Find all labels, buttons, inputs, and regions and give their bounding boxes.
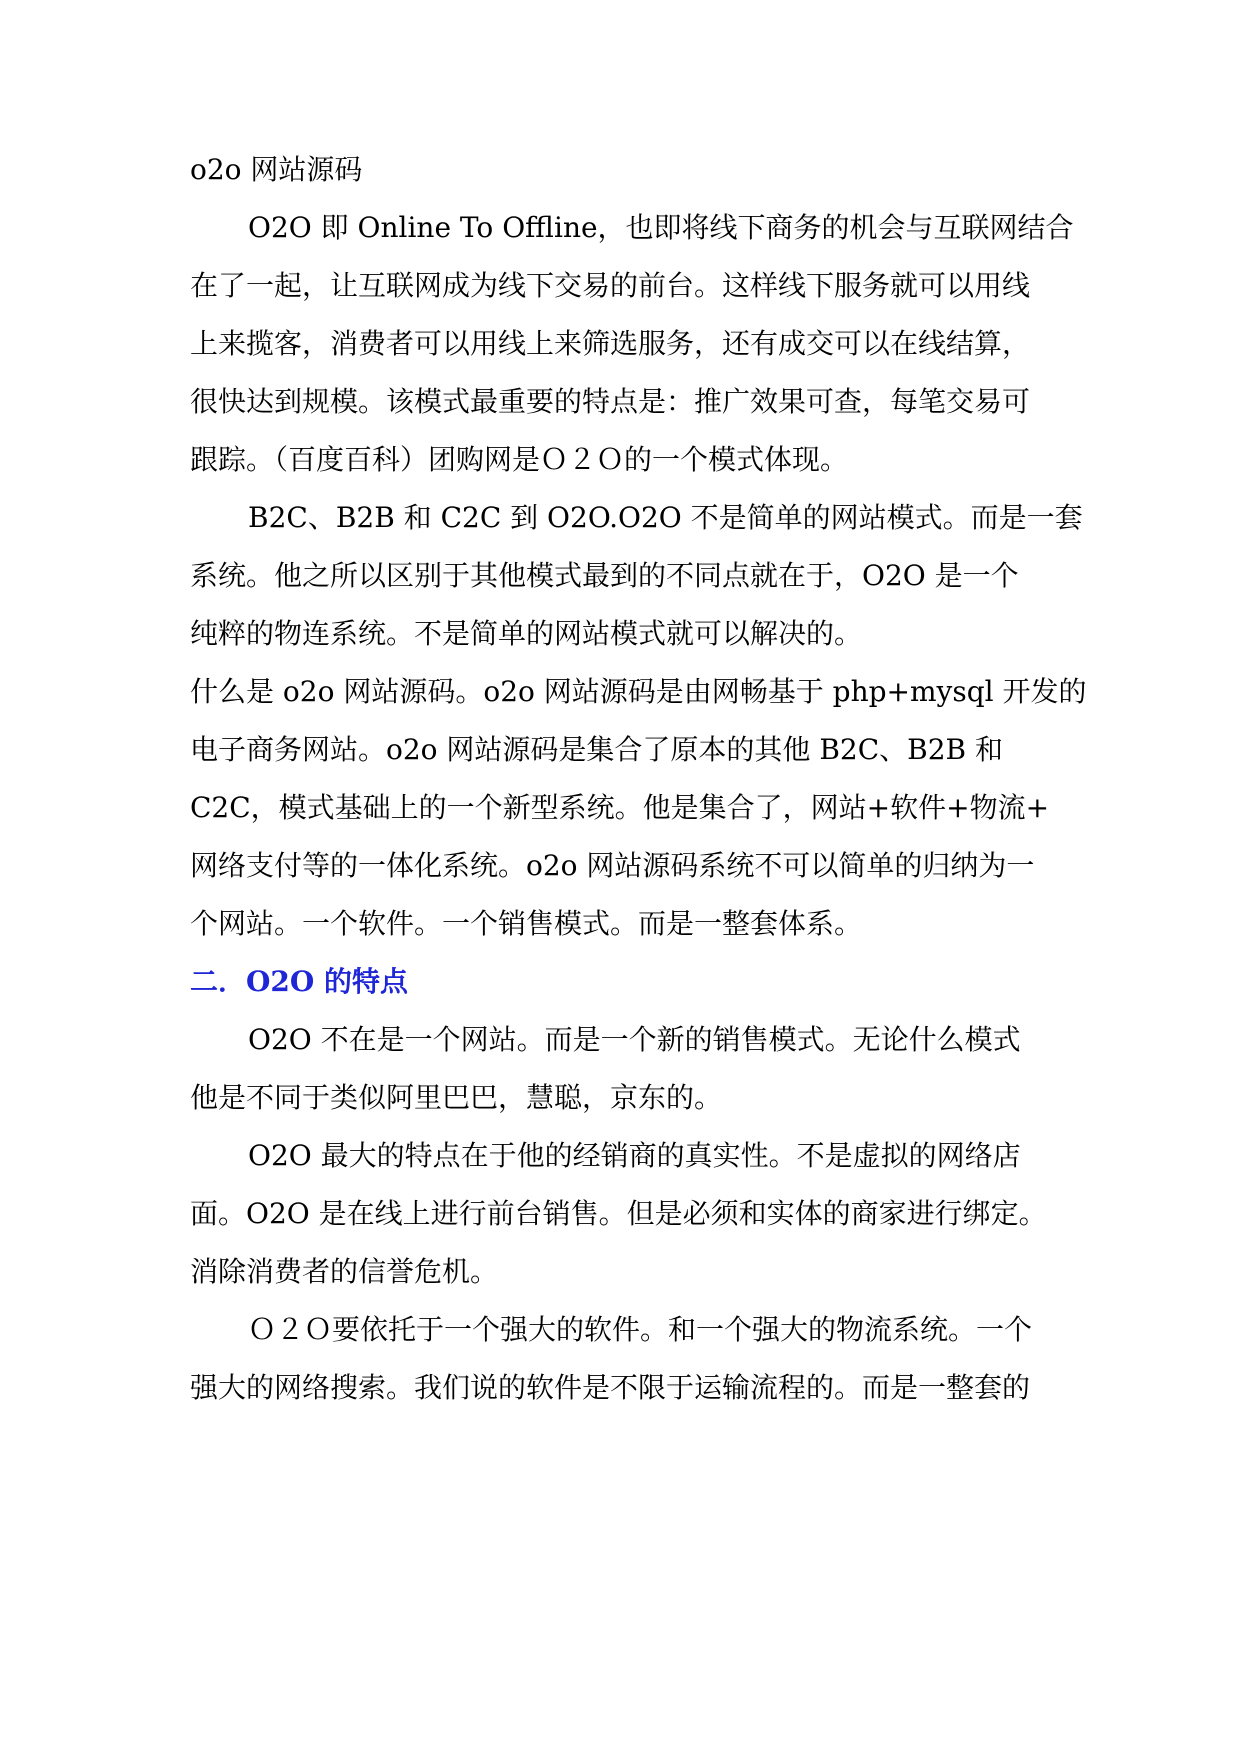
- paragraph-1-line-4: 很快达到规模。该模式最重要的特点是：推广效果可查，每笔交易可: [190, 385, 1031, 418]
- paragraph-1-line-5: 跟踪。（百度百科）团购网是Ｏ２Ｏ的一个模式体现。: [190, 443, 849, 476]
- paragraph-1-line-3: 上来揽客，消费者可以用线上来筛选服务，还有成交可以在线结算，: [190, 327, 1031, 360]
- paragraph-3-line-1: 什么是 o2o 网站源码。o2o 网站源码是由网畅基于 php+mysql 开发的: [190, 675, 1087, 708]
- paragraph-1-line-2: 在了一起，让互联网成为线下交易的前台。这样线下服务就可以用线: [190, 269, 1031, 302]
- section-heading: 二．O2O 的特点: [190, 965, 409, 998]
- paragraph-6-line-1: Ｏ２Ｏ要依托于一个强大的软件。和一个强大的物流系统。一个: [248, 1313, 1033, 1346]
- paragraph-4-line-2: 他是不同于类似阿里巴巴，慧聪，京东的。: [190, 1081, 723, 1114]
- paragraph-5-line-3: 消除消费者的信誉危机。: [190, 1255, 499, 1288]
- paragraph-3-line-3: C2C，模式基础上的一个新型系统。他是集合了，网站+软件+物流+: [190, 791, 1050, 824]
- paragraph-3-line-5: 个网站。一个软件。一个销售模式。而是一整套体系。: [190, 907, 863, 940]
- paragraph-3-line-4: 网络支付等的一体化系统。o2o 网站源码系统不可以简单的归纳为一: [190, 849, 1035, 882]
- paragraph-5-line-1: O2O 最大的特点在于他的经销商的真实性。不是虚拟的网络店: [248, 1139, 1021, 1172]
- paragraph-2-line-1: B2C、B2B 和 C2C 到 O2O.O2O 不是简单的网站模式。而是一套: [248, 501, 1083, 534]
- document-title: o2o 网站源码: [190, 153, 363, 186]
- paragraph-6-line-2: 强大的网络搜索。我们说的软件是不限于运输流程的。而是一整套的: [190, 1371, 1031, 1404]
- paragraph-1-line-1: O2O 即 Online To Offline，也即将线下商务的机会与互联网结合: [248, 211, 1074, 244]
- paragraph-2-line-3: 纯粹的物连系统。不是简单的网站模式就可以解决的。: [190, 617, 863, 650]
- paragraph-5-line-2: 面。O2O 是在线上进行前台销售。但是必须和实体的商家进行绑定。: [190, 1197, 1047, 1230]
- paragraph-4-line-1: O2O 不在是一个网站。而是一个新的销售模式。无论什么模式: [248, 1023, 1021, 1056]
- paragraph-3-line-2: 电子商务网站。o2o 网站源码是集合了原本的其他 B2C、B2B 和: [190, 733, 1004, 766]
- paragraph-2-line-2: 系统。他之所以区别于其他模式最到的不同点就在于，O2O 是一个: [190, 559, 1019, 592]
